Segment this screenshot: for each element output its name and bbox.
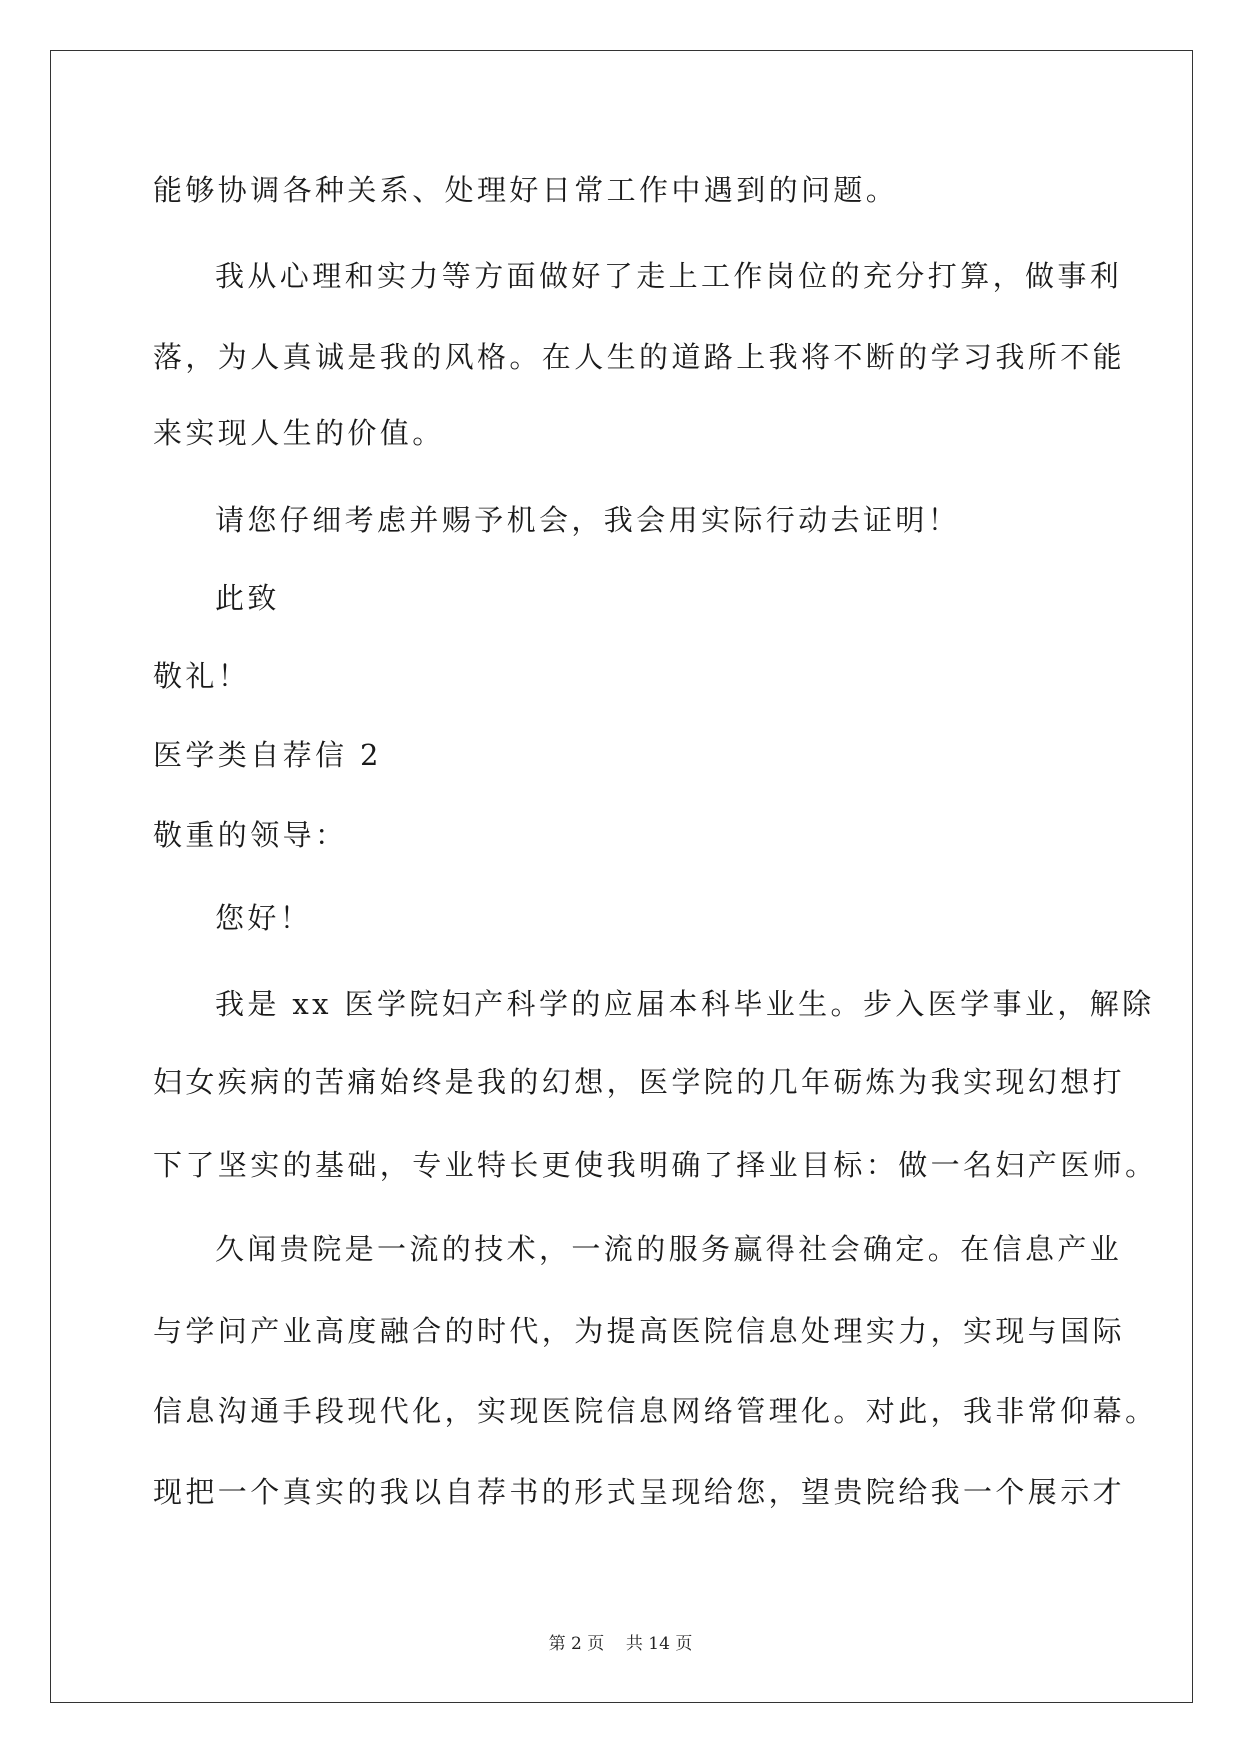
page-number: 第 2 页 [548,1634,605,1654]
text-line-17: 现把一个真实的我以自荐书的形式呈现给您，望贵院给我一个展示才 [153,1475,1126,1509]
text-line-13: 下了坚实的基础，专业特长更使我明确了择业目标：做一名妇产医师。 [153,1148,1158,1182]
text-line-12: 妇女疾病的苦痛始终是我的幻想，医学院的几年砺炼为我实现幻想打 [153,1065,1126,1099]
text-line-15: 与学问产业高度融合的时代，为提高医院信息处理实力，实现与国际 [153,1314,1126,1348]
text-line-3: 落，为人真诚是我的风格。在人生的道路上我将不断的学习我所不能 [153,340,1126,374]
text-line-1: 能够协调各种关系、处理好日常工作中遇到的问题。 [153,173,899,207]
text-line-6: 此致 [215,581,280,615]
salutation: 敬重的领导： [153,818,348,852]
text-line-5: 请您仔细考虑并赐予机会，我会用实际行动去证明！ [215,503,961,537]
greeting: 您好！ [215,901,313,935]
page-border [50,50,1193,1703]
page-total: 共 14 页 [625,1634,693,1654]
text-line-11: 我是 xx 医学院妇产科学的应届本科毕业生。步入医学事业，解除 [215,987,1155,1021]
text-line-14: 久闻贵院是一流的技术，一流的服务赢得社会确定。在信息产业 [215,1232,1123,1266]
section-title: 医学类自荐信 2 [153,738,382,772]
text-line-7: 敬礼！ [153,659,251,693]
text-line-2: 我从心理和实力等方面做好了走上工作岗位的充分打算，做事利 [215,259,1123,293]
text-line-16: 信息沟通手段现代化，实现医院信息网络管理化。对此，我非常仰幕。 [153,1394,1158,1428]
page-footer [0,1629,1241,1654]
text-line-4: 来实现人生的价值。 [153,416,445,450]
